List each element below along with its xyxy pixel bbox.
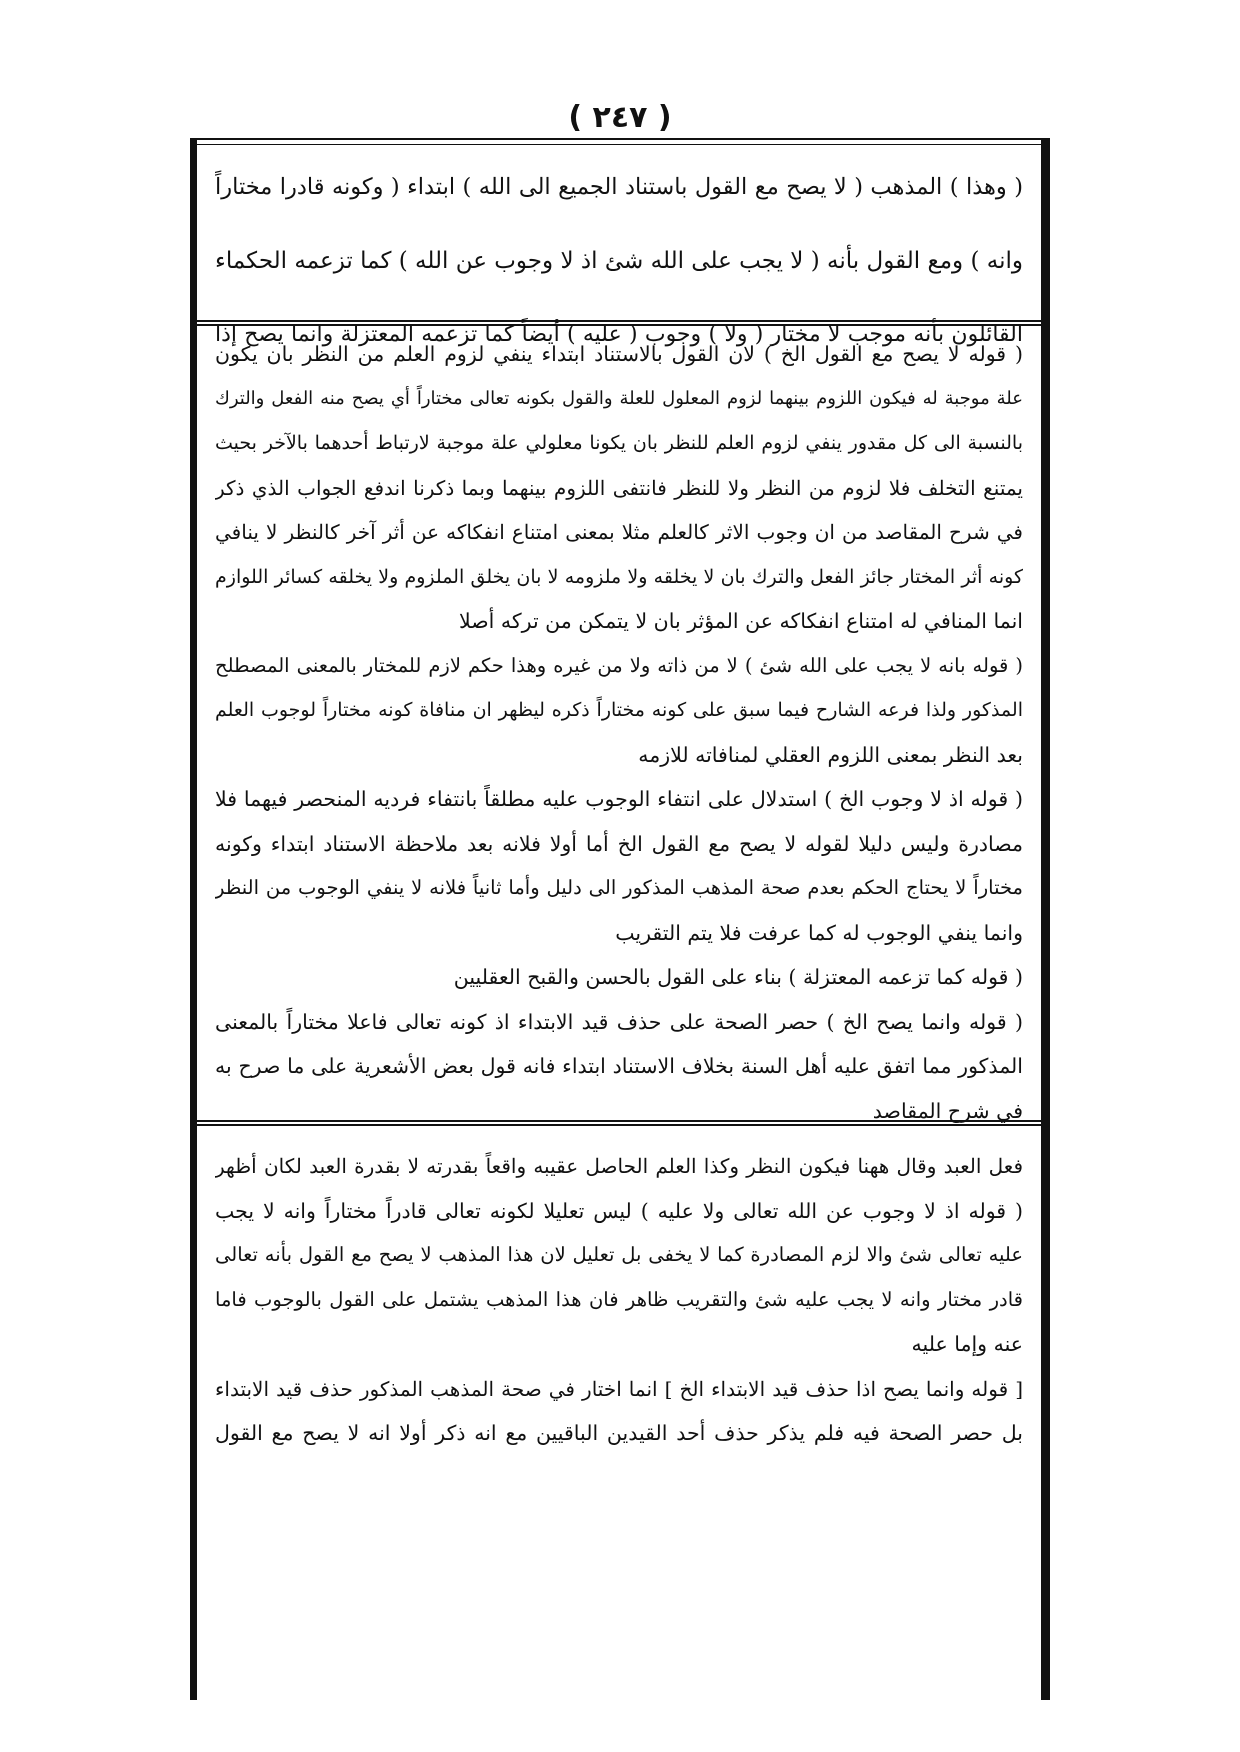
- commentary-line: مصادرة وليس دليلا لقوله لا يصح مع القول الخ أما أولا فلانه بعد ملاحظة الاستناد ابتداء وكونه: [215, 831, 1023, 856]
- commentary-line: في شرح المقاصد من ان وجوب الاثر كالعلم مثلا بمعنى امتناع انفكاكه عن أثر آخر كالنظر لا ينافي: [215, 520, 1023, 544]
- commentary-line: ( قوله وانما يصح الخ ) حصر الصحة على حذف قيد الابتداء اذ كونه تعالى فاعلا مختاراً بالمعنى: [215, 1009, 1023, 1034]
- commentary-line: بعد النظر بمعنى اللزوم العقلي لمنافاته للازمه: [638, 742, 1023, 767]
- main-text-line: القائلون بأنه موجب لا مختار ( ولا ) وجوب ( عليه ) أيضاً كما تزعمه المعتزلة وانما يصح إذا: [215, 322, 1023, 347]
- double-rule-divider: [197, 1120, 1041, 1126]
- commentary-line: [ قوله وانما يصح اذا حذف قيد الابتداء الخ ] انما اختار في صحة المذهب المذكور حذف قيد الابتداء: [215, 1376, 1023, 1401]
- commentary-line: مختاراً لا يحتاج الحكم بعدم صحة المذهب المذكور الى دليل وأما ثانياً فلانه لا ينفي الوجوب من النظر: [215, 876, 1023, 899]
- text-frame: [190, 138, 1050, 1700]
- commentary-line: المذكور ولذا فرعه الشارح فيما سبق على كونه مختاراً ذكره ليظهر ان منافاة كونه مختاراً لوجوب العلم: [215, 699, 1023, 721]
- commentary-line: بل حصر الصحة فيه فلم يذكر حذف أحد القيدين الباقيين مع انه ذكر أولا انه لا يصح مع القول: [215, 1421, 1023, 1445]
- commentary-block-2: [197, 1144, 1041, 1456]
- commentary-line: عنه وإما عليه: [911, 1332, 1023, 1356]
- commentary-line: عليه تعالى شئ والا لزم المصادرة كما لا يخفى بل تعليل لان هذا المذهب لا يصح مع القول بأنه تعالى: [215, 1243, 1023, 1266]
- main-text-line: وانه ) ومع القول بأنه ( لا يجب على الله شئ اذ لا وجوب عن الله ) كما تزعمه الحكماء: [215, 248, 1023, 274]
- commentary-line: كونه أثر المختار جائز الفعل والترك بان لا يخلقه ولا ملزومه لا بان يخلق الملزوم ولا يخلقه كسائر اللوازم: [215, 565, 1023, 588]
- commentary-line: المذكور مما اتفق عليه أهل السنة بخلاف الاستناد ابتداء فانه قول بعض الأشعرية على ما صرح به: [215, 1054, 1023, 1078]
- commentary-line: قادر مختار وانه لا يجب عليه شئ والتقريب ظاهر فان هذا المذهب يشتمل على القول بالوجوب فاما: [215, 1287, 1023, 1311]
- commentary-line: وانما ينفي الوجوب له كما عرفت فلا يتم التقريب: [615, 920, 1023, 945]
- double-rule-divider: [197, 320, 1041, 326]
- commentary-line: بالنسبة الى كل مقدور ينفي لزوم العلم للنظر بان يكونا معلولي علة موجبة لارتباط أحدهما بالآخر بحيث: [215, 432, 1023, 454]
- commentary-line: ( قوله لا يصح مع القول الخ ) لان القول بالاستناد ابتداء ينفي لزوم العلم من النظر بان يكون: [215, 342, 1023, 366]
- commentary-line: انما المنافي له امتناع انفكاكه عن المؤثر بان لا يتمكن من تركه أصلا: [459, 609, 1023, 633]
- commentary-line: ( قوله كما تزعمه المعتزلة ) بناء على القول بالحسن والقبح العقليين: [453, 965, 1023, 989]
- commentary-line: فعل العبد وقال ههنا فيكون النظر وكذا العلم الحاصل عقيبه واقعاً بقدرته لا بقدرة العبد لكان أظهر: [215, 1154, 1023, 1178]
- commentary-line: علة موجبة له فيكون اللزوم بينهما لزوم المعلول للعلة والقول بكونه تعالى مختاراً أي يصح منه الفعل والترك: [215, 387, 1023, 409]
- commentary-line: في شرح المقاصد: [872, 1098, 1023, 1123]
- commentary-line: يمتنع التخلف فلا لزوم من النظر ولا للنظر فانتفى اللزوم بينهما وبما ذكرنا اندفع الجواب الذي ذكر: [215, 475, 1023, 500]
- commentary-block-1: [197, 332, 1041, 1133]
- commentary-line: ( قوله اذ لا وجوب الخ ) استدلال على انتفاء الوجوب عليه مطلقاً بانتفاء فرديه المنحصر فيهما فلا: [215, 787, 1023, 811]
- commentary-line: ( قوله اذ لا وجوب عن الله تعالى ولا عليه ) ليس تعليلا لكونه تعالى قادراً مختاراً وانه لا يجب: [215, 1198, 1023, 1223]
- page-number: ( ٢٤٧ ): [568, 100, 672, 135]
- main-text-line: ( وهذا ) المذهب ( لا يصح مع القول باستناد الجميع الى الله ) ابتداء ( وكونه قادرا مختاراً: [215, 174, 1023, 200]
- commentary-line: ( قوله بانه لا يجب على الله شئ ) لا من ذاته ولا من غيره وهذا حكم لازم للمختار بالمعنى المصطلح: [215, 653, 1023, 677]
